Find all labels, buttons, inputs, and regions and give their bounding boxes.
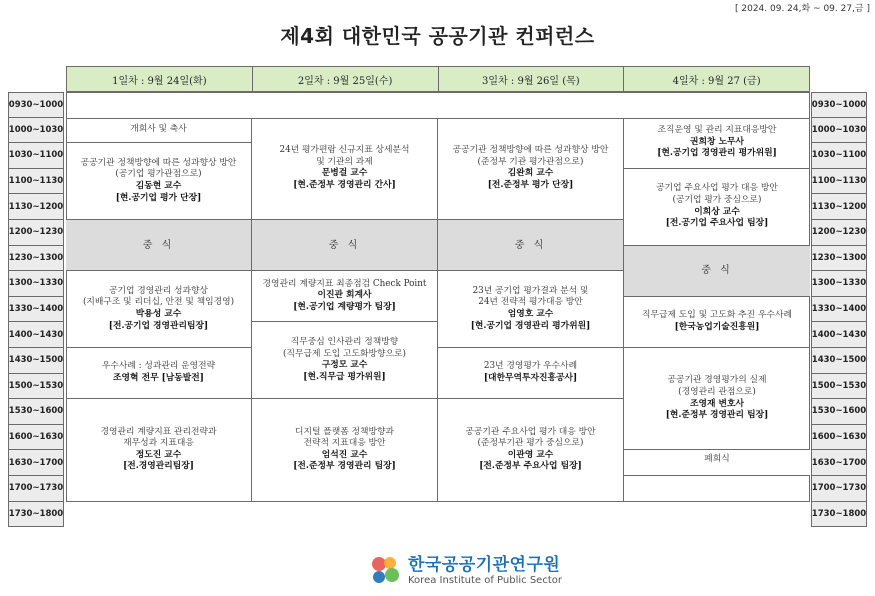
time-slot: 1730~1800 bbox=[8, 502, 64, 528]
time-slot: 1600~1630 bbox=[811, 425, 867, 451]
session-cell bbox=[66, 348, 252, 399]
time-slot: 1230~1300 bbox=[811, 246, 867, 272]
session-line: 경영관리 계량지표 관리전략과 bbox=[100, 426, 217, 437]
time-slot: 1000~1030 bbox=[8, 118, 64, 144]
lunch-break bbox=[66, 220, 252, 271]
time-slot: 1730~1800 bbox=[811, 502, 867, 528]
session-line: [현.공기업 평가 단장] bbox=[115, 192, 202, 203]
session-line: 정도진 교수 bbox=[135, 449, 182, 460]
session-cell bbox=[624, 450, 810, 476]
session-line: 엄석진 교수 bbox=[321, 449, 368, 460]
time-slot: 1100~1130 bbox=[8, 169, 64, 195]
session-cell bbox=[438, 348, 624, 399]
session-line: 경영관리 계량지표 최종점검 Check Point bbox=[262, 278, 427, 289]
session-line: [전.경영관리팀장] bbox=[123, 461, 194, 472]
session-line: 개회사 및 축사 bbox=[130, 124, 187, 135]
session-cell bbox=[66, 118, 252, 144]
session-line: [전.공기업 경영관리팀장] bbox=[108, 320, 209, 331]
session-cell bbox=[624, 169, 810, 246]
session-line: 중 식 bbox=[328, 239, 361, 251]
session-cell bbox=[438, 118, 624, 220]
session-line: 조영혁 전무 [남동발전] bbox=[113, 373, 204, 384]
session-cell bbox=[252, 399, 438, 501]
time-slot: 1230~1300 bbox=[8, 246, 64, 272]
page-title: 제4회 대한민국 공공기관 컨퍼런스 bbox=[280, 24, 595, 48]
time-slot: 0930~1000 bbox=[811, 92, 867, 118]
session-line: 24년 평가편람 신규지표 상세분석 bbox=[279, 145, 410, 156]
session-line: 및 기관의 과제 bbox=[316, 156, 373, 167]
institute-logo bbox=[368, 552, 562, 590]
time-slot: 1400~1430 bbox=[8, 322, 64, 348]
lunch-break bbox=[252, 220, 438, 271]
session-line: 중 식 bbox=[142, 239, 175, 251]
day-header-2: 2일차 : 9월 25일(수) bbox=[253, 66, 439, 92]
session-line: [현.공기업 경영관리 평가위원] bbox=[657, 148, 777, 159]
session-line: 직무급제 도입 및 고도화 추진 우수사례 bbox=[642, 310, 792, 321]
session-line: [한국농업기술진흥원] bbox=[674, 321, 760, 332]
day-header-4: 4일차 : 9월 27 (금) bbox=[624, 66, 810, 92]
session-line: 전략적 지표대응 방안 bbox=[303, 438, 386, 449]
time-slot: 1330~1400 bbox=[8, 297, 64, 323]
time-slot: 1430~1500 bbox=[811, 348, 867, 374]
time-slot: 1630~1700 bbox=[811, 450, 867, 476]
session-line: 공기업 주요사업 평가 대응 방안 bbox=[656, 183, 778, 194]
time-slot: 1030~1100 bbox=[8, 143, 64, 169]
time-slot: 1200~1230 bbox=[811, 220, 867, 246]
session-line: 엄영호 교수 bbox=[507, 309, 554, 320]
session-line: 김동현 교수 bbox=[135, 181, 182, 192]
time-slot: 1000~1030 bbox=[811, 118, 867, 144]
time-slot: 1400~1430 bbox=[811, 322, 867, 348]
session-cell bbox=[66, 271, 252, 348]
lunch-break bbox=[624, 246, 810, 297]
session-line: 23년 경영평가 우수사례 bbox=[483, 361, 578, 372]
session-line: 구정모 교수 bbox=[321, 360, 368, 371]
session-line: 중 식 bbox=[701, 265, 733, 277]
time-slot: 1130~1200 bbox=[811, 194, 867, 220]
session-cell bbox=[252, 271, 438, 322]
session-line: (공기업 평가 중심으로) bbox=[672, 195, 762, 206]
time-slot: 1130~1200 bbox=[8, 194, 64, 220]
session-cell bbox=[624, 348, 810, 450]
time-slot: 1300~1330 bbox=[8, 271, 64, 297]
session-line: 공공기관 경영평가의 실제 bbox=[667, 375, 767, 386]
session-line: [전.공기업 주요사업 팀장] bbox=[665, 218, 769, 229]
session-line: 이진관 회계사 bbox=[317, 290, 372, 301]
session-line: 24년 전략적 평가대응 방안 bbox=[478, 297, 583, 308]
time-slot: 1100~1130 bbox=[811, 169, 867, 195]
session-line: 공공기관 주요사업 평가 대응 방안 bbox=[465, 426, 596, 437]
session-line: 직무중심 인사관리 정책방향 bbox=[290, 337, 399, 348]
session-line: (준정부기관 평가 중심으로) bbox=[477, 438, 584, 449]
session-cell bbox=[624, 297, 810, 348]
time-slot: 1600~1630 bbox=[8, 425, 64, 451]
time-column-left bbox=[8, 92, 64, 527]
time-slot: 1530~1600 bbox=[8, 399, 64, 425]
session-cell bbox=[252, 118, 438, 220]
time-slot: 1700~1730 bbox=[8, 476, 64, 502]
session-line: 디지털 플랫폼 정책방향과 bbox=[294, 426, 395, 437]
session-line: 김완희 교수 bbox=[507, 168, 554, 179]
time-slot: 1430~1500 bbox=[8, 348, 64, 374]
institute-name-korean: 한국공공기관연구원 bbox=[408, 555, 561, 576]
session-line: 공공기관 정책방향에 따른 성과향상 방안 bbox=[80, 157, 237, 168]
session-cell bbox=[252, 322, 438, 399]
time-slot: 1300~1330 bbox=[811, 271, 867, 297]
session-line: 재무성과 지표대응 bbox=[123, 438, 194, 449]
lunch-break bbox=[438, 220, 624, 271]
institute-logo-icon bbox=[368, 554, 402, 588]
time-column-right bbox=[811, 92, 867, 527]
session-line: (공기업 평가관점으로) bbox=[115, 169, 202, 180]
session-line: 공기업 경영관리 성과향상 bbox=[108, 285, 209, 296]
time-slot: 1500~1530 bbox=[8, 374, 64, 400]
session-line: 이희상 교수 bbox=[694, 206, 740, 217]
session-cell bbox=[438, 399, 624, 501]
session-line: 문병걸 교수 bbox=[321, 168, 368, 179]
time-slot: 1330~1400 bbox=[811, 297, 867, 323]
time-slot: 0930~1000 bbox=[8, 92, 64, 118]
schedule-grid bbox=[66, 92, 810, 502]
session-line: [전.준정부 주요사업 팀장] bbox=[479, 461, 582, 472]
session-cell bbox=[624, 118, 810, 169]
session-line: [전.준정부 경영관리 팀장] bbox=[293, 461, 396, 472]
session-line: 권희창 노무사 bbox=[689, 136, 745, 147]
session-line: [대한무역투자진흥공사] bbox=[483, 373, 578, 384]
session-cell bbox=[66, 143, 252, 220]
session-line: 박용성 교수 bbox=[135, 309, 182, 320]
session-line: 이관영 교수 bbox=[507, 449, 554, 460]
session-line: [현.공기업 경영관리 평가위원] bbox=[470, 320, 591, 331]
session-line: 공공기관 정책방향에 따른 성과향상 방안 bbox=[452, 145, 609, 156]
session-line: (준정부 기관 평가관점으로) bbox=[477, 156, 584, 167]
day-headers bbox=[66, 66, 810, 92]
time-slot: 1500~1530 bbox=[811, 374, 867, 400]
session-cell bbox=[66, 399, 252, 501]
session-line: [전.준정부 평가 단장] bbox=[487, 179, 574, 190]
day-header-3: 3일차 : 9월 26일 (목) bbox=[439, 66, 625, 92]
session-line: [현.공기업 계량평가 팀장] bbox=[293, 302, 396, 313]
session-line: 조직운영 및 관리 지표대응방안 bbox=[657, 125, 777, 136]
session-line: [현.준정부 경영관리 팀장] bbox=[665, 410, 769, 421]
session-line: [현.준정부 경영관리 간사] bbox=[293, 179, 396, 190]
session-cell bbox=[438, 271, 624, 348]
date-range: [ 2024. 09. 24,화 ~ 09. 27,금 ] bbox=[735, 4, 870, 14]
time-slot: 1530~1600 bbox=[811, 399, 867, 425]
time-slot: 1030~1100 bbox=[811, 143, 867, 169]
institute-name-english: Korea Institute of Public Sector bbox=[408, 574, 562, 586]
opening-band bbox=[67, 93, 809, 119]
time-slot: 1630~1700 bbox=[8, 450, 64, 476]
time-slot: 1200~1230 bbox=[8, 220, 64, 246]
day-header-1: 1일차 : 9월 24일(화) bbox=[66, 66, 253, 92]
session-line: 23년 공기업 평가결과 분석 및 bbox=[472, 285, 589, 296]
session-line: [현.직무급 평가위원] bbox=[303, 371, 386, 382]
time-slot: 1700~1730 bbox=[811, 476, 867, 502]
session-line: (지배구조 및 리더십, 안전 및 책임경영) bbox=[82, 297, 235, 308]
session-line: 폐회식 bbox=[704, 454, 730, 465]
session-line: 우수사례 : 성과관리 운영전략 bbox=[101, 361, 216, 372]
session-line: (직무급제 도입 고도화방향으로) bbox=[283, 348, 406, 359]
session-line: (경영관리 관점으로) bbox=[678, 387, 756, 398]
session-line: 중 식 bbox=[514, 239, 547, 251]
session-line: 조영재 변호사 bbox=[689, 398, 745, 409]
